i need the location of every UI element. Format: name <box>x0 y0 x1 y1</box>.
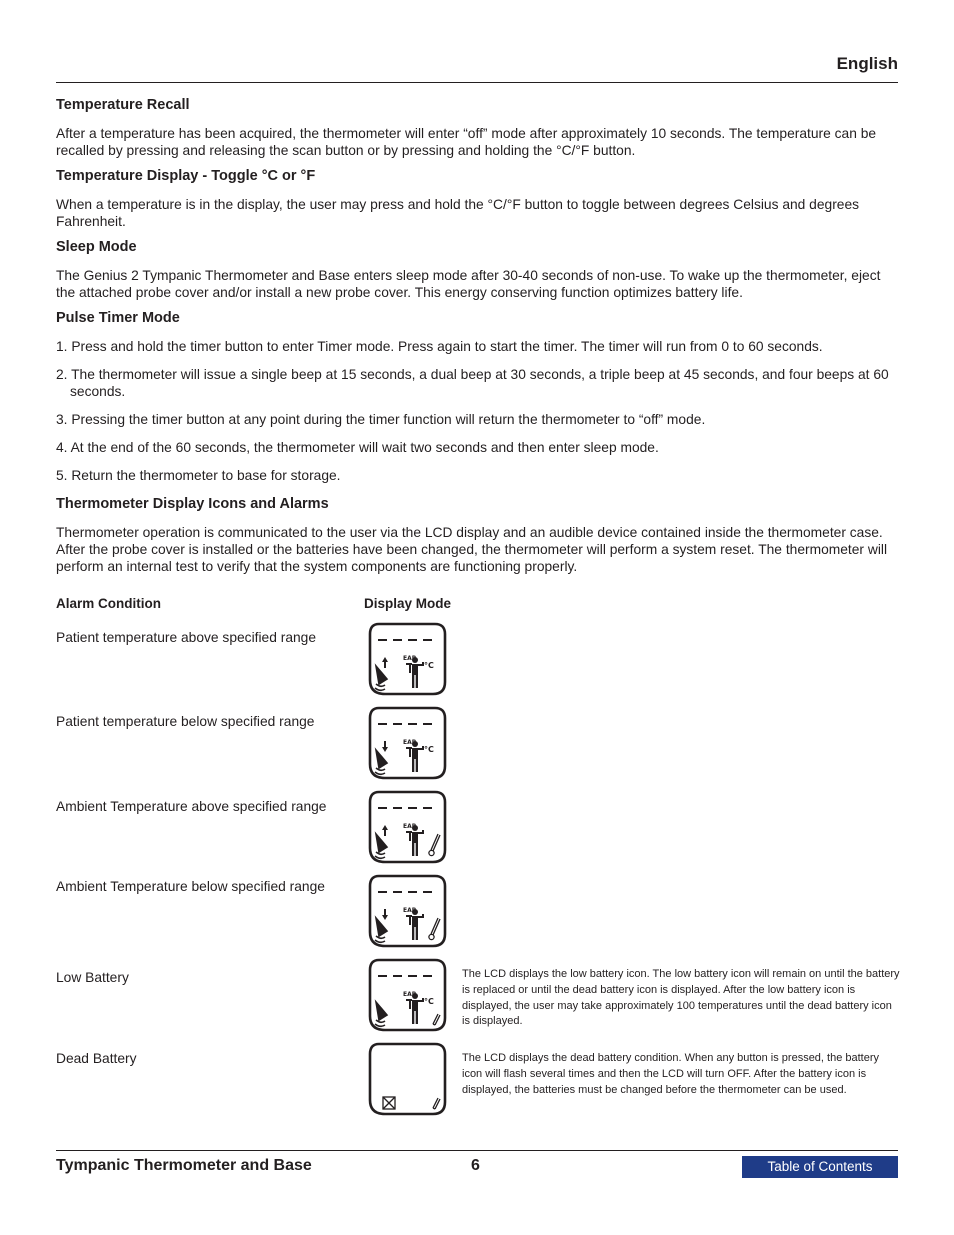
section-title: Temperature Recall <box>56 97 190 113</box>
section-temperature-recall <box>56 96 900 159</box>
language-label: English <box>836 54 898 73</box>
lcd-ear-text: EAR <box>403 739 417 746</box>
main-content <box>56 96 900 583</box>
section-title: Temperature Display - Toggle °C or °F <box>56 168 316 184</box>
section-pulse-timer <box>56 309 900 484</box>
low-battery-note: The LCD displays the low battery icon. The low battery icon will remain on until the battery is replaced or until the dead battery icon is displayed. After the low battery icon is displayed, the user may take approximately 100 temperatures until the dead battery icon is displayed. <box>462 968 900 1028</box>
pulse-steps-list <box>56 338 900 484</box>
section-title: Pulse Timer Mode <box>56 310 180 326</box>
list-item: 5. Return the thermometer to base for storage. <box>56 468 341 483</box>
lcd-ear-text: EAR <box>403 907 417 914</box>
alarm-label-dead-battery: Dead Battery <box>56 1051 137 1066</box>
section-display-icons <box>56 495 900 575</box>
lcd-unit-text: °C <box>424 661 434 670</box>
alarm-condition-header: Alarm Condition <box>56 596 161 611</box>
lcd-ambient-low-icon <box>367 874 447 948</box>
lcd-dead-battery-icon <box>367 1042 447 1116</box>
footer-rule <box>56 1150 898 1151</box>
display-mode-header: Display Mode <box>364 596 452 611</box>
alarm-label-patient-high: Patient temperature above specified range <box>56 630 317 645</box>
section-body: After a temperature has been acquired, the thermometer will enter “off” mode after approximately 10 seconds. The temperature can be recalled by pressing and releasing the scan button or by pressing and holding the °C/°F button. <box>56 126 877 158</box>
alarm-label-patient-low: Patient temperature below specified range <box>56 714 315 729</box>
section-body: Thermometer operation is communicated to the user via the LCD display and an audible device contained inside the thermometer case. After the probe cover is installed or the batteries have been changed, the thermometer will perform a system reset. The thermometer will perform an internal test to verify that the system components are functioning properly. <box>56 525 888 574</box>
list-item: 4. At the end of the 60 seconds, the thermometer will wait two seconds and then enter sleep mode. <box>56 440 659 455</box>
section-body: The Genius 2 Tympanic Thermometer and Base enters sleep mode after 30-40 seconds of non-use. To wake up the thermometer, eject the attached probe cover and/or install a new probe cover. This energy conserving function optimizes battery life. <box>56 268 881 300</box>
list-item: 1. Press and hold the timer button to enter Timer mode. Press again to start the timer. The timer will run from 0 to 60 seconds. <box>56 339 823 354</box>
page-number: 6 <box>471 1157 480 1174</box>
dead-battery-note: The LCD displays the dead battery condition. When any button is pressed, the battery icon will flash several times and then the LCD will turn OFF. After the battery icon is displayed, the batteries must be changed before the thermometer can be used. <box>462 1052 880 1096</box>
header-rule <box>56 82 898 83</box>
lcd-patient-low-icon <box>367 706 447 780</box>
lcd-ambient-high-icon <box>367 790 447 864</box>
lcd-ear-text: EAR <box>403 655 417 662</box>
footer-title: Tympanic Thermometer and Base <box>56 1157 312 1174</box>
lcd-low-battery-icon <box>367 958 447 1032</box>
alarm-label-ambient-low: Ambient Temperature below specified range <box>56 879 325 894</box>
lcd-patient-high-icon <box>367 622 447 696</box>
section-toggle-display <box>56 167 900 230</box>
list-item: 3. Pressing the timer button at any point during the timer function will return the thermometer to “off” mode. <box>56 412 706 427</box>
lcd-unit-text: °C <box>424 745 434 754</box>
lcd-ear-text: EAR <box>403 991 417 998</box>
alarm-label-ambient-high: Ambient Temperature above specified range <box>56 799 327 814</box>
section-title: Sleep Mode <box>56 239 137 255</box>
list-item: 2. The thermometer will issue a single beep at 15 seconds, a dual beep at 30 seconds, a triple beep at 45 seconds, and four beeps at 60 seconds. <box>56 367 889 399</box>
lcd-ear-text: EAR <box>403 823 417 830</box>
lcd-unit-text: °C <box>424 997 434 1006</box>
table-of-contents-button[interactable]: Table of Contents <box>742 1156 898 1178</box>
alarm-label-low-battery: Low Battery <box>56 970 129 985</box>
section-title: Thermometer Display Icons and Alarms <box>56 496 329 512</box>
section-body: When a temperature is in the display, the user may press and hold the °C/°F button to toggle between degrees Celsius and degrees Fahrenheit. <box>56 197 860 229</box>
section-sleep-mode <box>56 238 900 301</box>
